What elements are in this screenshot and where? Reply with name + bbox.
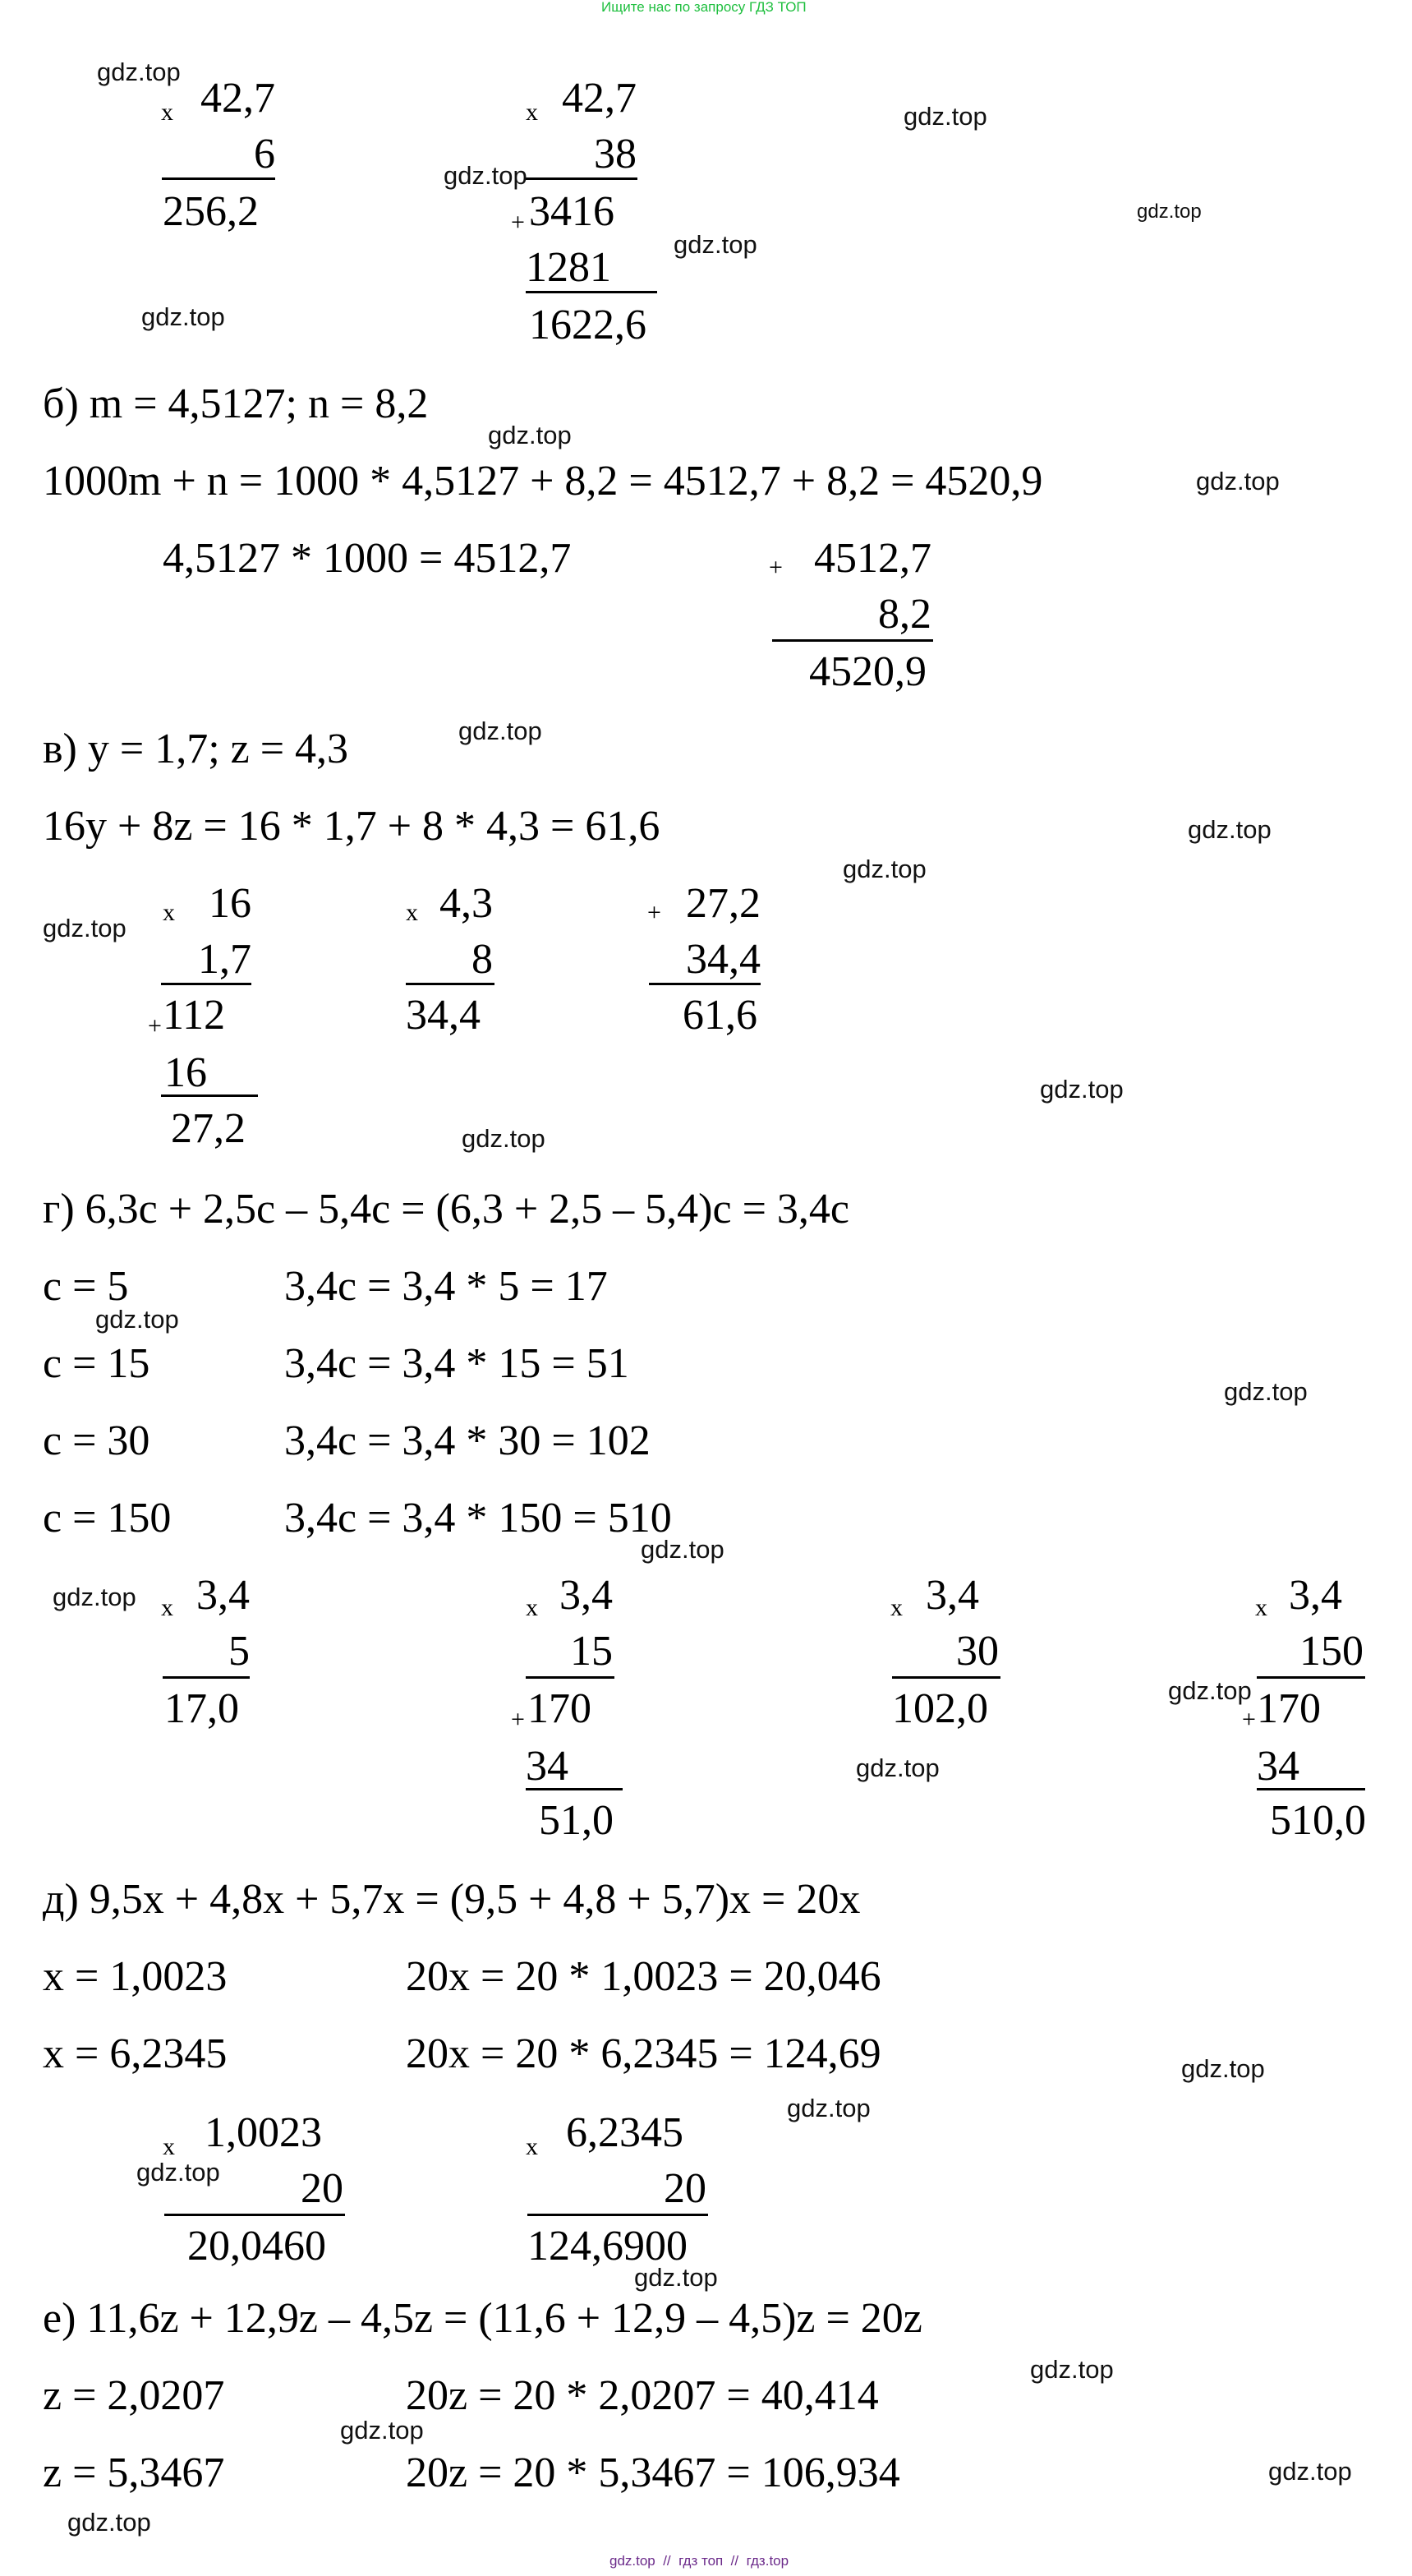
watermark: gdz.top bbox=[462, 1124, 545, 1153]
partial-1: 170 bbox=[527, 1685, 591, 1732]
mult-sign: x bbox=[163, 2133, 175, 2160]
addend-a: 4512,7 bbox=[814, 535, 931, 582]
mult-sign: x bbox=[1255, 1594, 1267, 1621]
result: 17,0 bbox=[164, 1685, 239, 1732]
watermark: gdz.top bbox=[1196, 467, 1280, 495]
watermark: gdz.top bbox=[95, 1305, 179, 1334]
partial-line bbox=[526, 1676, 614, 1679]
partial-2: 34 bbox=[526, 1743, 568, 1790]
top-banner[interactable]: Ищите нас по запросу ГДЗ ТОП bbox=[601, 0, 807, 15]
watermark: gdz.top bbox=[67, 2508, 151, 2537]
watermark: gdz.top bbox=[136, 2158, 220, 2187]
part-v-header: в) y = 1,7; z = 4,3 bbox=[43, 726, 349, 772]
result: 34,4 bbox=[406, 992, 481, 1039]
part-g-row-eq: 3,4c = 3,4 * 5 = 17 bbox=[284, 1263, 608, 1310]
part-e-row-z: z = 5,3467 bbox=[43, 2449, 225, 2496]
partial-1: 112 bbox=[163, 992, 226, 1039]
watermark: gdz.top bbox=[444, 161, 527, 190]
factor-b: 5 bbox=[228, 1628, 250, 1675]
result: 102,0 bbox=[892, 1685, 988, 1732]
add-sign: + bbox=[511, 209, 525, 236]
result-line bbox=[526, 291, 657, 293]
factor-b: 30 bbox=[956, 1628, 999, 1675]
partial-line bbox=[526, 177, 637, 180]
watermark: gdz.top bbox=[488, 421, 572, 449]
factor-b: 38 bbox=[594, 131, 637, 177]
factor-a: 3,4 bbox=[196, 1572, 250, 1619]
result-line bbox=[772, 639, 933, 642]
part-v-equation: 16y + 8z = 16 * 1,7 + 8 * 4,3 = 61,6 bbox=[43, 803, 660, 850]
result-line bbox=[1257, 1788, 1365, 1790]
addend-b: 34,4 bbox=[686, 936, 761, 983]
watermark: gdz.top bbox=[141, 302, 225, 331]
watermark: gdz.top bbox=[340, 2416, 424, 2445]
factor-b: 6 bbox=[254, 131, 275, 177]
factor-a: 1,0023 bbox=[205, 2109, 322, 2156]
add-sign: + bbox=[148, 1012, 162, 1039]
partial-2: 1281 bbox=[526, 244, 611, 291]
watermark: gdz.top bbox=[97, 58, 181, 86]
result: 1622,6 bbox=[529, 302, 646, 348]
part-b-header: б) m = 4,5127; n = 8,2 bbox=[43, 380, 429, 427]
add-sign: + bbox=[769, 554, 783, 581]
watermark: gdz.top bbox=[787, 2094, 871, 2122]
addend-a: 27,2 bbox=[686, 880, 761, 927]
result: 510,0 bbox=[1270, 1797, 1366, 1844]
factor-b: 15 bbox=[570, 1628, 613, 1675]
factor-a: 6,2345 bbox=[566, 2109, 683, 2156]
watermark: gdz.top bbox=[1168, 1676, 1252, 1705]
sum: 61,6 bbox=[683, 992, 757, 1039]
result-line bbox=[406, 983, 494, 985]
watermark: gdz.top bbox=[458, 717, 542, 745]
factor-a: 3,4 bbox=[1289, 1572, 1342, 1619]
mult-sign: x bbox=[526, 2133, 538, 2160]
part-g-row-c: c = 150 bbox=[43, 1495, 172, 1541]
watermark: gdz.top bbox=[634, 2263, 718, 2292]
result-line bbox=[163, 1676, 250, 1679]
part-g-row-c: c = 15 bbox=[43, 1340, 150, 1387]
mult-sign: x bbox=[406, 899, 418, 926]
part-g-header: г) 6,3c + 2,5c – 5,4c = (6,3 + 2,5 – 5,4)c = 3,4c bbox=[43, 1186, 849, 1233]
factor-a: 3,4 bbox=[559, 1572, 613, 1619]
partial-line bbox=[1257, 1676, 1365, 1679]
add-sign: + bbox=[647, 899, 661, 926]
result: 256,2 bbox=[163, 188, 259, 235]
part-g-row-eq: 3,4c = 3,4 * 150 = 510 bbox=[284, 1495, 672, 1541]
result-line bbox=[164, 2214, 345, 2216]
part-d-header: д) 9,5x + 4,8x + 5,7x = (9,5 + 4,8 + 5,7)x = 20x bbox=[43, 1876, 861, 1923]
watermark: gdz.top bbox=[1268, 2457, 1352, 2486]
part-b-equation: 1000m + n = 1000 * 4,5127 + 8,2 = 4512,7 + 8,2 = 4520,9 bbox=[43, 458, 1043, 505]
part-d-row-x: x = 6,2345 bbox=[43, 2030, 228, 2077]
part-g-row-eq: 3,4c = 3,4 * 15 = 51 bbox=[284, 1340, 629, 1387]
factor-a: 3,4 bbox=[926, 1572, 979, 1619]
result: 51,0 bbox=[539, 1797, 614, 1844]
partial-1: 3416 bbox=[529, 188, 614, 235]
watermark: gdz.top bbox=[1188, 815, 1272, 844]
result-line bbox=[161, 1094, 258, 1097]
factor-b: 20 bbox=[664, 2165, 706, 2212]
partial-2: 16 bbox=[164, 1049, 207, 1096]
sum: 4520,9 bbox=[809, 648, 927, 695]
partial-line bbox=[161, 983, 251, 985]
result: 27,2 bbox=[171, 1105, 246, 1152]
part-e-row-eq: 20z = 20 * 2,0207 = 40,414 bbox=[406, 2372, 879, 2419]
mult-sign: x bbox=[161, 99, 173, 126]
watermark: gdz.top bbox=[43, 914, 126, 942]
part-b-equation-2: 4,5127 * 1000 = 4512,7 bbox=[163, 535, 572, 582]
watermark: gdz.top bbox=[641, 1535, 724, 1564]
watermark: gdz.top bbox=[1181, 2054, 1265, 2083]
part-e-row-z: z = 2,0207 bbox=[43, 2372, 225, 2419]
watermark: gdz.top bbox=[1030, 2355, 1114, 2384]
add-sign: + bbox=[1242, 1706, 1256, 1733]
part-g-row-eq: 3,4c = 3,4 * 30 = 102 bbox=[284, 1417, 651, 1464]
add-sign: + bbox=[511, 1706, 525, 1733]
part-d-row-eq: 20x = 20 * 6,2345 = 124,69 bbox=[406, 2030, 881, 2077]
factor-a: 4,3 bbox=[439, 880, 493, 927]
factor-b: 150 bbox=[1299, 1628, 1364, 1675]
result: 20,0460 bbox=[187, 2223, 326, 2270]
watermark: gdz.top bbox=[843, 855, 927, 883]
factor-a: 42,7 bbox=[200, 75, 275, 122]
part-e-row-eq: 20z = 20 * 5,3467 = 106,934 bbox=[406, 2449, 900, 2496]
factor-a: 42,7 bbox=[562, 75, 637, 122]
part-d-row-x: x = 1,0023 bbox=[43, 1953, 228, 2000]
partial-1: 170 bbox=[1257, 1685, 1321, 1732]
mult-sign: x bbox=[526, 1594, 538, 1621]
result-line bbox=[526, 1788, 623, 1790]
footer-links[interactable]: gdz.top // гдз топ // гдз.top bbox=[609, 2553, 789, 2569]
watermark: gdz.top bbox=[856, 1753, 940, 1782]
result-line bbox=[892, 1676, 1000, 1679]
mult-sign: x bbox=[161, 1594, 173, 1621]
addend-b: 8,2 bbox=[878, 591, 931, 638]
mult-sign: x bbox=[526, 99, 538, 126]
part-g-row-c: c = 30 bbox=[43, 1417, 150, 1464]
result-line bbox=[649, 983, 761, 985]
watermark: gdz.top bbox=[1224, 1377, 1308, 1406]
watermark: gdz.top bbox=[1137, 200, 1202, 223]
part-g-row-c: c = 5 bbox=[43, 1263, 129, 1310]
part-e-header: е) 11,6z + 12,9z – 4,5z = (11,6 + 12,9 – 4,5)z = 20z bbox=[43, 2295, 922, 2342]
factor-b: 8 bbox=[471, 936, 493, 983]
watermark: gdz.top bbox=[53, 1583, 136, 1611]
watermark: gdz.top bbox=[904, 102, 987, 131]
factor-a: 16 bbox=[209, 880, 251, 927]
result-line bbox=[527, 2214, 708, 2216]
part-d-row-eq: 20x = 20 * 1,0023 = 20,046 bbox=[406, 1953, 881, 2000]
watermark: gdz.top bbox=[1040, 1075, 1124, 1104]
partial-2: 34 bbox=[1257, 1743, 1299, 1790]
result: 124,6900 bbox=[527, 2223, 688, 2270]
mult-sign: x bbox=[890, 1594, 903, 1621]
mult-sign: x bbox=[163, 899, 175, 926]
result-line bbox=[162, 177, 275, 180]
factor-b: 1,7 bbox=[198, 936, 251, 983]
watermark: gdz.top bbox=[674, 230, 757, 259]
factor-b: 20 bbox=[301, 2165, 343, 2212]
